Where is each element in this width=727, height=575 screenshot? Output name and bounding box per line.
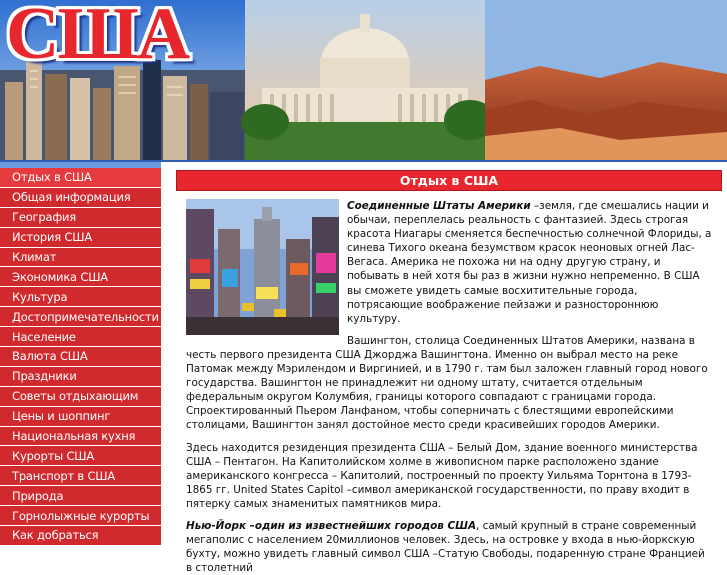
sidebar-item-nature[interactable] [0, 486, 161, 506]
sidebar-link[interactable]: Как добраться [12, 528, 99, 543]
sidebar-link[interactable]: Общая информация [12, 190, 131, 205]
sidebar-link[interactable]: География [12, 210, 76, 225]
sidebar-nav [0, 162, 161, 545]
site-logo[interactable]: США [6, 0, 189, 75]
sidebar-link[interactable]: Валюта США [12, 349, 88, 364]
sidebar-link[interactable]: Советы отдыхающим [12, 389, 139, 404]
sidebar-item-culture[interactable] [0, 287, 161, 307]
sidebar-item-tips[interactable] [0, 387, 161, 407]
sidebar-item-otdyh-v-ssha[interactable] [0, 168, 161, 188]
newyork-title-em: Нью-Йорк –один из известнейших городов США [186, 519, 476, 532]
sidebar-link[interactable]: Цены и шоппинг [12, 409, 111, 424]
page-title: Отдых в США [176, 170, 722, 191]
sidebar-item-cuisine[interactable] [0, 427, 161, 447]
sidebar-item-prices[interactable] [0, 407, 161, 427]
sidebar-link[interactable]: Горнолыжные курорты [12, 508, 150, 523]
sidebar-link[interactable]: Достопримечательности [12, 309, 159, 324]
sidebar-link[interactable]: Природа [12, 488, 64, 503]
sidebar-item-transport[interactable] [0, 466, 161, 486]
sidebar-link[interactable]: Климат [12, 250, 57, 264]
times-square-photo [186, 199, 339, 335]
sidebar-link[interactable]: Культура [12, 289, 68, 304]
times-square-image [186, 199, 339, 335]
article-body [176, 199, 722, 575]
article-paragraph-newyork [186, 519, 714, 575]
sidebar-menu [0, 168, 161, 546]
sidebar-item-climate[interactable] [0, 248, 161, 268]
sidebar-item-general-info[interactable] [0, 188, 161, 208]
sidebar-item-ski-resorts[interactable] [0, 506, 161, 526]
sidebar-item-currency[interactable] [0, 347, 161, 367]
article-paragraph-washington: Вашингтон, столица Соединенных Штатов Америки, названа в честь первого президента США Джорджа Вашингтона. Именно он выбрал место на реке Патомак между Мэрилендом и Виргинией, и в 1790 г. там был заложен главный город нового государства. Вашингтон не принадлежит ни одному штату, считается отдельным федеральным округом Колумбия, границы которого совпадают с границами города. Спроектированный Пьером Ланфаном, чтобы соперничать с блестящими европейскими столицами, Вашингтон занял достойное место среди красивейших городов Америки. [186, 334, 708, 432]
sidebar-link[interactable]: История США [12, 230, 93, 245]
main-content [176, 170, 722, 575]
sidebar-link[interactable]: Экономика США [12, 269, 108, 284]
sidebar-link[interactable]: Отдых в США [12, 170, 92, 185]
sidebar-item-holidays[interactable] [0, 367, 161, 387]
sidebar-link[interactable]: Курорты США [12, 448, 95, 463]
sidebar-link[interactable]: Национальная кухня [12, 429, 136, 444]
intro-text: –земля, где смешались нации и обычаи, переплелась реальность с фантазией. Здесь строгая красота Ниагары сменяется беспечностью солнечной Флориды, а синева Тихого океана безумством красок неоновых огней Лас-Вегаса. Америка не похожа ни на одну другую страну, и побывать в ней хотя бы раз в жизни нужно непременно. В США вы сможете увидеть самые восхитительные города, потрясающие воображение пейзажи и разностороннюю культуру. [347, 200, 712, 325]
sidebar-item-population[interactable] [0, 327, 161, 347]
newyork-text: , самый крупный в стране современный мегаполис с населением 20миллионов человек. Здесь, на островке у входа в нью-йоркскую бухту, можно увидеть главный символ США –Статую Свободы, подаренную стране Францией в столетний [186, 519, 705, 575]
sidebar-item-history[interactable] [0, 228, 161, 248]
sidebar-link[interactable]: Праздники [12, 369, 77, 384]
sidebar-item-sights[interactable] [0, 307, 161, 327]
sidebar-item-economy[interactable] [0, 267, 161, 287]
sidebar-item-geography[interactable] [0, 208, 161, 228]
sidebar-item-resorts[interactable] [0, 446, 161, 466]
header-banner [0, 0, 727, 160]
sidebar-link[interactable]: Население [12, 329, 76, 344]
article-paragraph-capitol: Здесь находится резиденция президента США – Белый Дом, здание военного министерства США – Пентагон. На Капитолийском холме в живописном парке расположено здание американского конгресса – Капитолий, построенный по проекту Уильяма Торнтона в 1793-1865 гг. United States Capitol –символ американской государственности, по праву входит в пятерку самых знаменитых памятников мира. [186, 441, 698, 510]
usa-title-em: Соединенные Штаты Америки [347, 200, 531, 212]
sidebar-item-how-to-get[interactable] [0, 526, 161, 546]
sidebar-link[interactable]: Транспорт в США [12, 468, 116, 483]
